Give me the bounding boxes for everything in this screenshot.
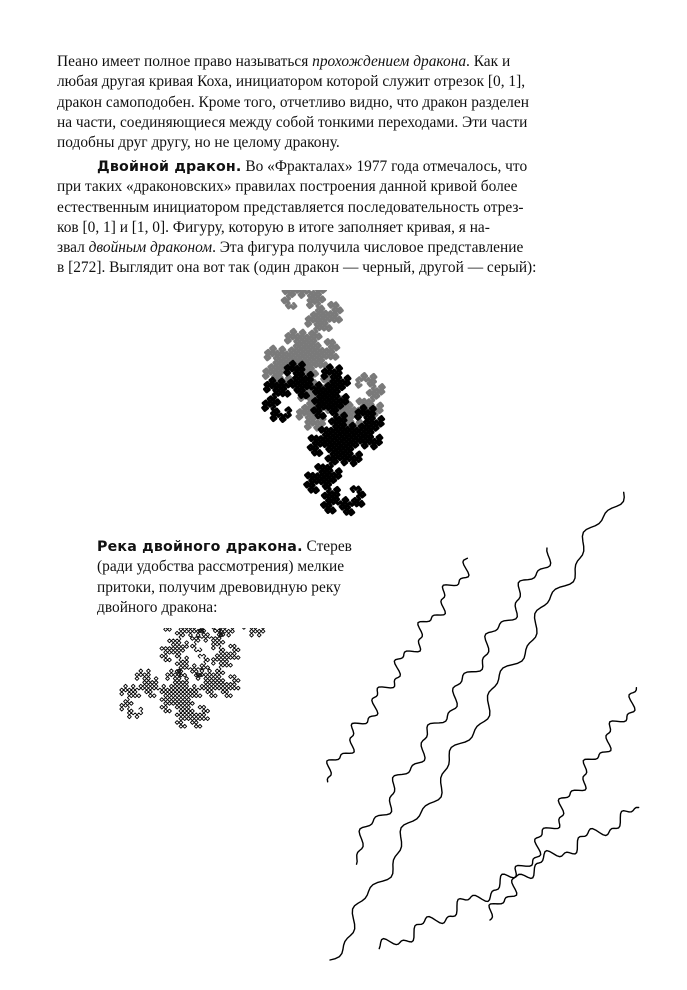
emphasis-term: двойным драконом: [88, 239, 213, 257]
text-line: в [272]. Выглядит она вот так (один дракон — черный, другой — серый):: [57, 259, 537, 277]
text-span: . Как и: [466, 53, 511, 70]
text-line: [57, 238, 627, 258]
text-line: при таких «драконовских» правилах построения данной кривой более: [57, 178, 518, 196]
paragraph-peano-dragon: [57, 52, 627, 153]
dragon-river-closeup-figure: [320, 480, 650, 980]
text-span: Пеано имеет полное право называться: [57, 53, 313, 70]
text-line: ков [0, 1] и [1, 0]. Фигуру, которую в итоге заполняет кривая, я на-: [57, 218, 490, 236]
section-heading-double-dragon: Двойной дракон.: [97, 159, 242, 175]
text-span: . Эта фигура получила числовое представление: [212, 239, 524, 257]
emphasis-term: прохождением дракона: [312, 53, 467, 70]
text-line: дракон самоподобен. Кроме того, отчетливо видно, что дракон разделен: [57, 93, 529, 111]
text-line: любая другая кривая Коха, инициатором которой служит отрезок [0, 1],: [57, 73, 526, 91]
text-line: двойного дракона:: [97, 598, 218, 616]
text-span: звал: [57, 239, 89, 257]
paragraph-double-dragon: [57, 157, 627, 279]
text-line: подобны друг другу, но не целому дракону.: [57, 134, 340, 152]
river-stream: [379, 807, 638, 948]
dragon-river-tree-figure: [50, 628, 340, 858]
text-line: [57, 157, 627, 177]
text-span: Стерев: [302, 538, 352, 555]
text-span: Во «Фракталах» 1977 года отмечалось, что: [241, 158, 528, 175]
section-heading-river: Река двойного дракона.: [97, 539, 303, 555]
text-line: естественным инициатором представляется последовательность отрез-: [57, 198, 524, 216]
text-line: притоки, получим древовидную реку: [97, 578, 341, 596]
dragon-river-closeup-image: [320, 480, 650, 980]
river-stream: [489, 688, 636, 920]
text-line: (ради удобства рассмотрения) мелкие: [97, 558, 345, 576]
text-line: [57, 52, 627, 72]
text-line: на части, соединяющиеся между собой тонкими переходами. Эти части: [57, 113, 528, 131]
river-stream: [330, 492, 624, 960]
dragon-river-tree-image: [50, 628, 340, 858]
river-stream: [357, 548, 551, 864]
river-stream: [327, 558, 469, 781]
